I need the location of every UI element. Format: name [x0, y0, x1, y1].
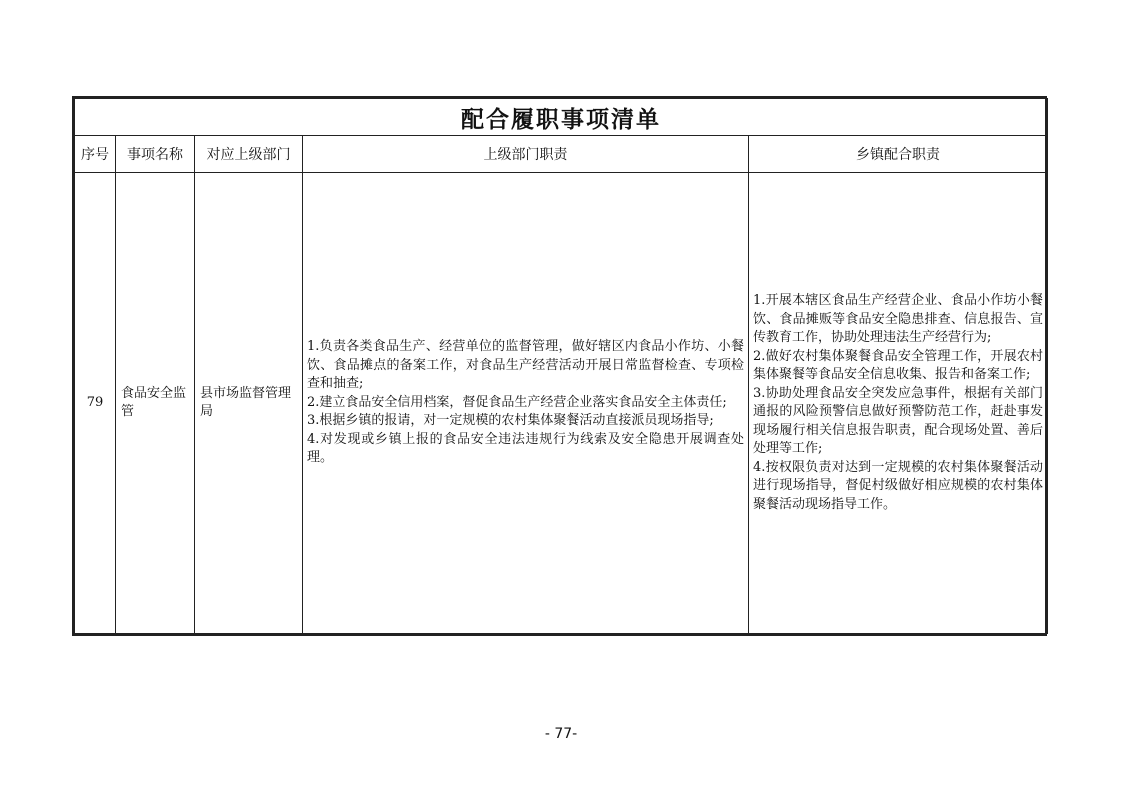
town-duty-item: 1.开展本辖区食品生产经营企业、食品小作坊小餐饮、食品摊贩等食品安全隐患排查、信息报告、宣传教育工作，协助处理违法生产经营行为; — [753, 293, 1044, 345]
table-title: 配合履职事项清单 — [75, 99, 1048, 136]
table-row — [75, 173, 1048, 634]
upper-duty-item: 3.根据乡镇的报请，对一定规模的农村集体聚餐活动直接派员现场指导; — [307, 413, 714, 429]
town-duty-item: 4.按权限负责对达到一定规模的农村集体聚餐活动进行现场指导，督促村级做好相应规模的农村集体聚餐活动现场指导工作。 — [753, 459, 1044, 512]
header-row — [75, 136, 1048, 173]
row-dept: 县市场监督管理局 — [195, 173, 303, 634]
header-town-duty: 乡镇配合职责 — [749, 136, 1048, 173]
row-number: 79 — [75, 173, 116, 634]
header-dept: 对应上级部门 — [195, 136, 303, 173]
row-town-duty — [749, 173, 1048, 634]
header-item-name: 事项名称 — [116, 136, 195, 173]
header-no: 序号 — [75, 136, 116, 173]
upper-duty-item: 2.建立食品安全信用档案，督促食品生产经营企业落实食品安全主体责任; — [307, 394, 727, 410]
town-duty-item: 3.协助处理食品安全突发应急事件，根据有关部门通报的风险预警信息做好预警防范工作，赶赴事发现场履行相关信息报告职责，配合现场处置、善后处理等工作; — [753, 385, 1044, 456]
duty-table-frame — [72, 96, 1047, 636]
duty-table — [74, 98, 1048, 634]
upper-duty-item: 4.对发现或乡镇上报的食品安全违法违规行为线索及安全隐患开展调查处理。 — [307, 431, 744, 466]
row-upper-duty — [303, 173, 749, 634]
upper-duty-item: 1.负责各类食品生产、经营单位的监督管理，做好辖区内食品小作坊、小餐饮、食品摊点的备案工作，对食品生产经营活动开展日常监督检查、专项检查和抽查; — [307, 339, 744, 392]
row-item-name: 食品安全监管 — [116, 173, 195, 634]
page-number: - 77- — [544, 726, 578, 742]
header-upper-duty: 上级部门职责 — [303, 136, 749, 173]
town-duty-item: 2.做好农村集体聚餐食品安全管理工作，开展农村集体聚餐等食品安全信息收集、报告和备案工作; — [753, 348, 1044, 382]
